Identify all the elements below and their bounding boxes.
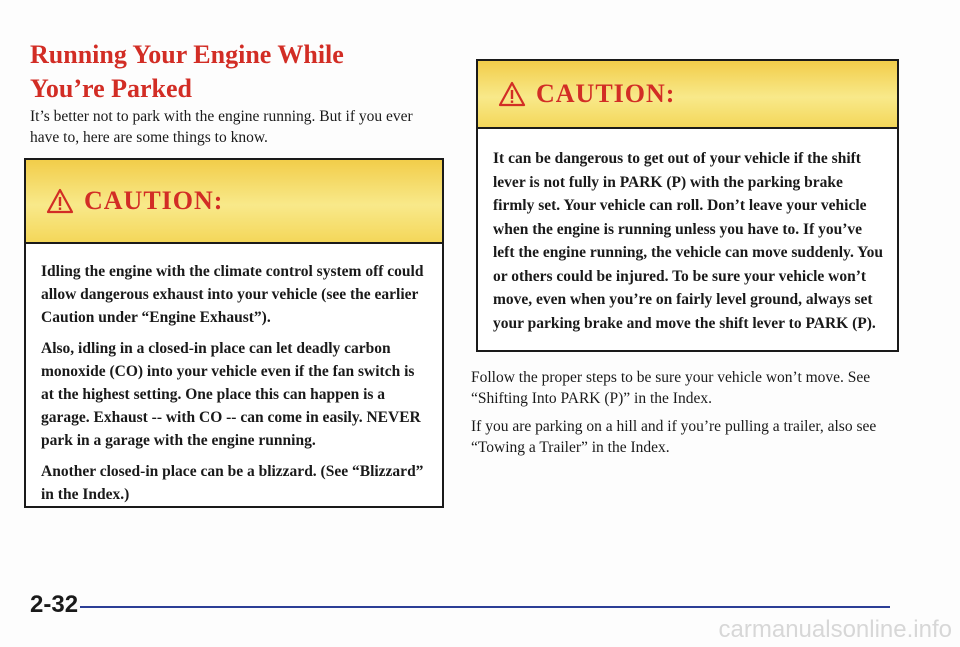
page-number: 2-32 [30, 591, 79, 618]
page-title [30, 38, 430, 106]
caution-box-exhaust [24, 158, 444, 508]
caution-body [478, 129, 897, 335]
caution-label: CAUTION: [84, 186, 224, 215]
caution-paragraph: Another closed-in place can be a blizzard. (See “Blizzard” in the Index.) [41, 463, 424, 503]
caution-paragraph: Also, idling in a closed-in place can let deadly carbon monoxide (CO) into your vehicle even if the fan switch is at the highest setting. One place this can happen is a garage. Exhaust -- with CO -- can come in easily. NEVER park in a garage with the engine running. [41, 340, 421, 449]
page-title-line-2: You’re Parked [30, 74, 193, 103]
after-paragraph-towing: If you are parking on a hill and if you’re pulling a trailer, also see “Towing a Trailer” in the Index. [471, 418, 877, 456]
caution-paragraph: Idling the engine with the climate control system off could allow dangerous exhaust into your vehicle (see the earlier Caution under “Engine Exhaust”). [41, 263, 424, 326]
caution-body [26, 244, 442, 506]
footer-rule [80, 606, 890, 608]
after-paragraph-shifting: Follow the proper steps to be sure your vehicle won’t move. See “Shifting Into PARK (P)” in the Index. [471, 369, 871, 407]
caution-header [478, 61, 897, 129]
caution-box-shift-lever [476, 59, 899, 352]
caution-label: CAUTION: [536, 79, 676, 108]
warning-triangle-icon [498, 81, 526, 107]
caution-header [26, 160, 442, 244]
watermark: carmanualsonline.info [718, 616, 952, 643]
warning-triangle-icon [46, 188, 74, 214]
caution-paragraph: It can be dangerous to get out of your vehicle if the shift lever is not fully in PARK (P) with the parking brake firmly set. Your vehicle can roll. Don’t leave your vehicle when the engine is running unless you have to. If you’ve left the engine running, the vehicle can move suddenly. You or others could be injured. To be sure your vehicle won’t move, even when you’re on fairly level ground, always set your parking brake and move the shift lever to PARK (P). [493, 150, 883, 332]
page-title-line-1: Running Your Engine While [30, 40, 344, 69]
intro-paragraph: It’s better not to park with the engine running. But if you ever have to, here are some things to know. [30, 108, 413, 146]
